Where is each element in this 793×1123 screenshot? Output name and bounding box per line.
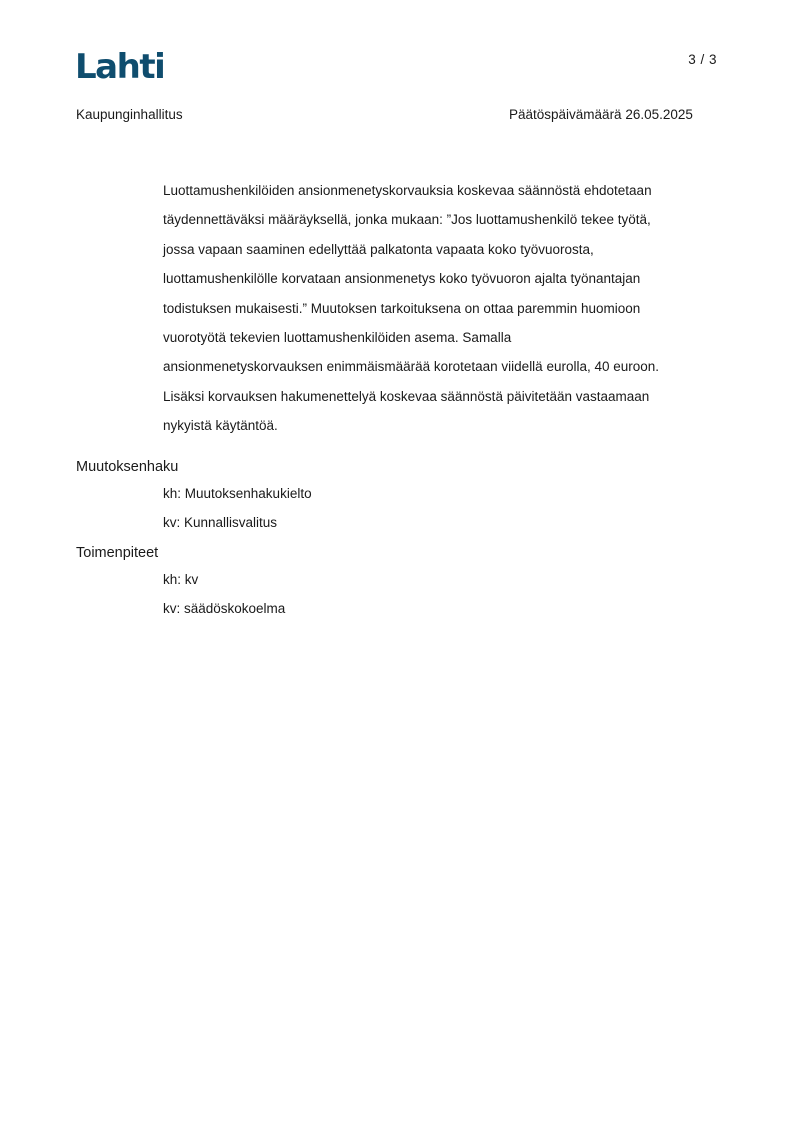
- body-line: luottamushenkilölle korvataan ansionmenetys koko työvuoron ajalta työnantajan: [163, 271, 641, 287]
- appeal-item-kh: kh: Muutoksenhakukielto: [163, 486, 312, 501]
- body-line: täydennettäväksi määräyksellä, jonka mukaan: ”Jos luottamushenkilö tekee työtä,: [163, 212, 651, 228]
- body-paragraph: [163, 176, 719, 441]
- measures-item-kv: kv: säädöskokoelma: [163, 601, 286, 616]
- page-number: 3 / 3: [688, 52, 717, 67]
- appeal-item-kv: kv: Kunnallisvalitus: [163, 515, 278, 530]
- lahti-logo: [75, 48, 167, 82]
- body-line: ansionmenetyskorvauksen enimmäismäärää korotetaan viidellä eurolla, 40 euroon.: [163, 359, 660, 375]
- appeal-heading: Muutoksenhaku: [76, 459, 179, 475]
- measures-item-kh: kh: kv: [163, 572, 199, 587]
- body-line: Luottamushenkilöiden ansionmenetyskorvauksia koskevaa säännöstä ehdotetaan: [163, 183, 652, 198]
- body-line: Lisäksi korvauksen hakumenettelyä koskevaa säännöstä päivitetään vastaamaan: [163, 388, 650, 404]
- body-line: nykyistä käytäntöä.: [163, 418, 278, 434]
- organization-name: Kaupunginhallitus: [76, 107, 183, 122]
- body-line: todistuksen mukaisesti.” Muutoksen tarkoituksena on ottaa paremmin huomioon: [163, 300, 641, 316]
- body-line: vuorotyötä tekevien luottamushenkilöiden asema. Samalla: [163, 330, 512, 346]
- logo-wordmark: Lahti: [75, 48, 165, 82]
- measures-heading: Toimenpiteet: [76, 545, 159, 561]
- body-line: jossa vapaan saaminen edellyttää palkatonta vapaata koko työvuorosta,: [163, 241, 594, 257]
- decision-date: Päätöspäivämäärä 26.05.2025: [509, 107, 693, 122]
